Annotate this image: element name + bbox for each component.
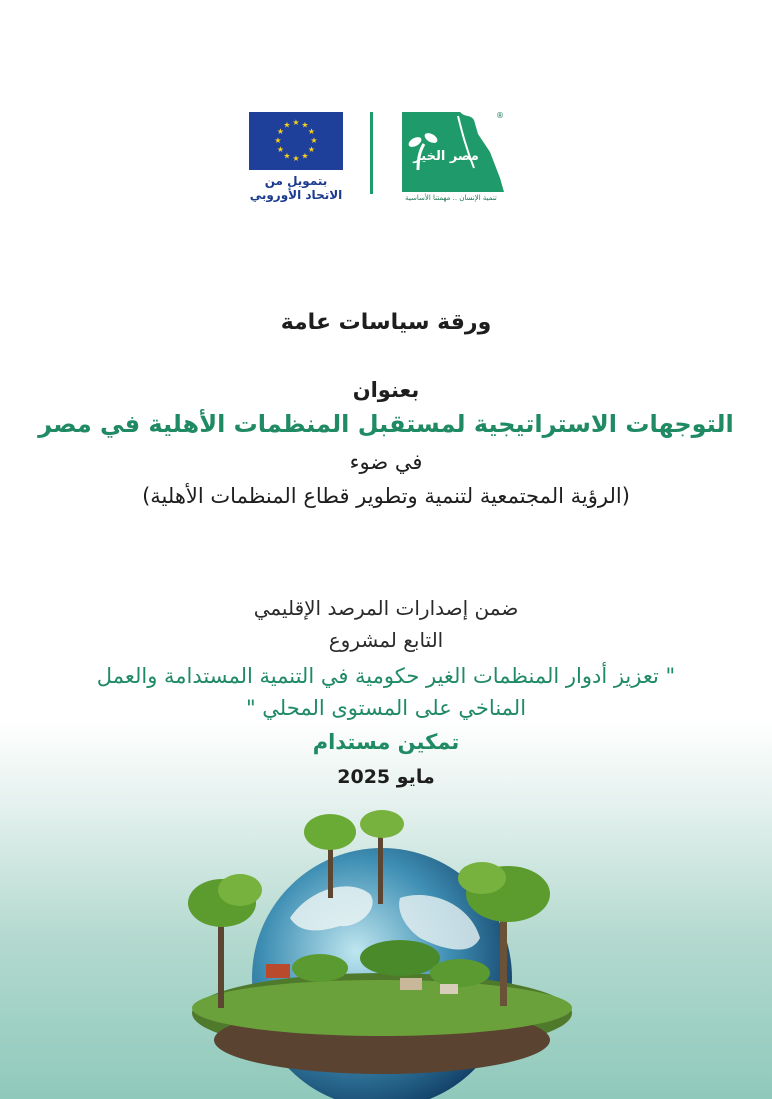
svg-text:★: ★ [283,151,291,161]
document-type: ورقة سياسات عامة [280,310,492,335]
logo-bar [0,108,772,218]
eu-funding-caption [248,174,344,202]
affiliated-with: التابع لمشروع [328,628,444,652]
misr-elkheir-tagline: تنمية الإنسان .. مهمتنا الأساسية [405,194,497,202]
eu-funding-line2: الاتحاد الأوروبي [249,188,343,202]
project-title-line2: المناخي على المستوى المحلي " [245,696,527,720]
in-light-of: في ضوء [349,450,423,474]
within-publications: ضمن إصدارات المرصد الإقليمي [253,596,519,620]
main-title: التوجهات الاستراتيجية لمستقبل المنظمات الأهلية في مصر [38,410,734,438]
logo-divider [370,112,373,194]
svg-text:★: ★ [292,154,300,163]
eu-flag-icon [249,112,343,170]
registered-mark: ® [496,111,504,120]
svg-text:★: ★ [292,118,300,127]
svg-text:★: ★ [276,145,285,154]
svg-text:★: ★ [276,127,285,136]
egypt-map-logo-icon [400,108,506,194]
eu-funding-line1: بتمويل من [264,174,328,188]
project-name: تمكين مستدام [312,730,460,754]
misr-elkheir-logo-text: مصر الخير [413,149,479,164]
svg-text:★: ★ [283,120,291,130]
svg-text:★: ★ [301,151,309,161]
publication-date: مايو 2025 [337,766,435,788]
vision-subtitle: (الرؤية المجتمعية لتنمية وتطوير قطاع المنظمات الأهلية) [142,484,630,508]
globe-trees-illustration [170,808,590,1099]
project-title-line1: " تعزيز أدوار المنظمات الغير حكومية في التنمية المستدامة والعمل [96,664,676,688]
svg-text:★: ★ [307,127,316,136]
eu-funding-logo [248,112,344,202]
svg-text:★: ★ [301,120,309,130]
misr-elkheir-logo [396,108,506,202]
svg-text:★: ★ [307,145,316,154]
svg-text:★: ★ [310,136,318,145]
svg-text:★: ★ [274,136,282,145]
titled-label: بعنوان [352,378,420,402]
